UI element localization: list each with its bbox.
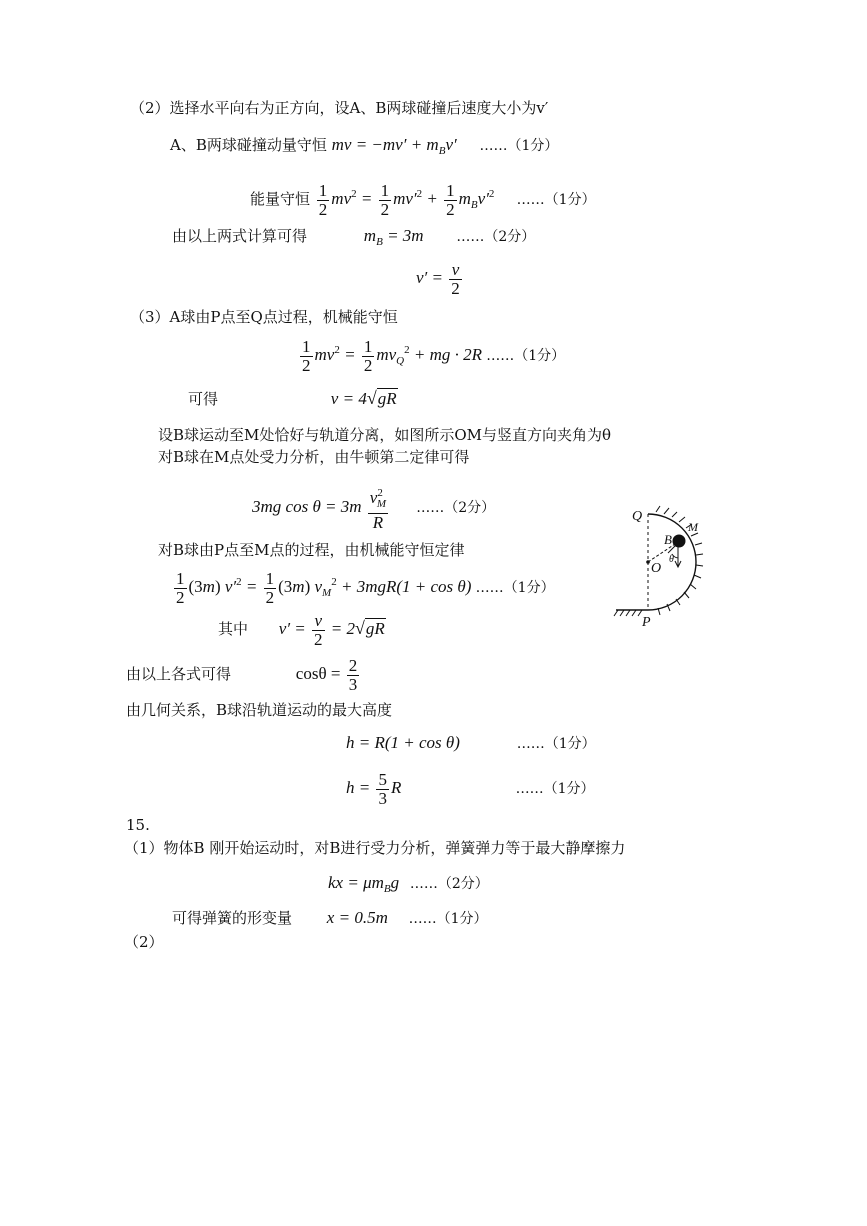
h1-points: ……（1分） [516, 736, 596, 752]
label-m: M [688, 520, 698, 534]
momentum-label: A、B两球碰撞动量守恒 [170, 136, 327, 154]
label-q: Q [632, 509, 643, 524]
part3-intro: （3）A球由P点至Q点过程，机械能守恒 [130, 308, 398, 326]
label-b: B [664, 532, 672, 547]
where-equation: v′ = $\frac{v}{2}$ = 2√gR [278, 610, 385, 649]
track-diagram [612, 500, 712, 630]
ball-b [673, 535, 686, 548]
geo-text: 由几何关系，B球沿轨道运动的最大高度 [126, 701, 393, 719]
h1-line [346, 733, 596, 754]
deform-line [172, 908, 488, 929]
deform-label: 可得弹簧的形变量 [172, 909, 293, 927]
h1-equation: h = R(1 + cos θ) [346, 733, 460, 752]
energy-line [250, 176, 596, 223]
where-line [218, 610, 386, 649]
part3-energy-line [298, 332, 565, 379]
energy2-points: ……（1分） [475, 580, 555, 596]
q15-p2: （2） [124, 933, 164, 951]
q15-number: 15. [126, 816, 150, 834]
mb-points: ……（2分） [456, 229, 536, 245]
newton-points: ……（2分） [416, 499, 496, 516]
momentum-points: ……（1分） [479, 138, 559, 154]
label-theta: θ [669, 554, 674, 565]
deform-points: ……（1分） [408, 911, 488, 927]
separation-text: 设B球运动至M处恰好与轨道分离，如图所示OM与竖直方向夹角为θ [158, 426, 612, 444]
newton-text: 对B球在M点处受力分析，由牛顿第二定律可得 [158, 448, 470, 466]
label-p: P [642, 615, 651, 630]
deform-value: x = 0.5m [326, 908, 388, 927]
h2-equation: h = $\frac{5}{3}$ R [346, 769, 402, 808]
energy2-text: 对B球由P点至M点的过程，由机械能守恒定律 [158, 541, 465, 559]
newton-line [252, 484, 495, 532]
energy-equation: $\frac{1}{2}$ $mv^2$ = $\frac{1}{2}$ $mv'^2$ + $\frac{1}{2}$ $m_Bv'^2$ [318, 180, 495, 219]
kx-points: ……（2分） [409, 876, 489, 892]
h2-line [346, 768, 595, 809]
cos-result: cosθ = $\frac{2}{3}$ [295, 655, 358, 694]
ground-hatching [614, 610, 642, 616]
v-result: v = 4√gR [330, 388, 397, 408]
part2-intro: （2）选择水平向右为正方向，设A、B两球碰撞后速度大小为v′ [130, 99, 549, 117]
cos-label: 由以上各式可得 [126, 665, 232, 683]
cos-line [126, 656, 361, 694]
energy-points: ……（1分） [516, 192, 596, 208]
v-result-label: 可得 [188, 390, 219, 408]
newton-equation: 3mg cos θ = 3m $\frac{v^2_M}{R}$ [252, 487, 387, 532]
calc-label: 由以上两式计算可得 [172, 227, 308, 245]
kx-equation: kx = $\mu m_Bg$ [328, 873, 400, 895]
part3-energy-equation: $\frac{1}{2}$ $mv^2$ = $\frac{1}{2}$ $mv_Q^2$ + mg · 2R [302, 336, 487, 375]
q15-p1-intro: （1）物体B 刚开始运动时，对B进行受力分析，弹簧弹力等于最大静摩擦力 [124, 839, 626, 857]
vprime-result: v′ = $\frac{v}{2}$ [416, 259, 460, 298]
kx-line [328, 873, 489, 899]
where-label: 其中 [218, 620, 249, 638]
label-o: O [651, 561, 662, 576]
momentum-equation: mv = $-mv' + m_Bv'$ [331, 135, 457, 157]
mb-result: $m_B = 3m$ [363, 226, 424, 248]
calc-line [172, 226, 535, 252]
energy-label: 能量守恒 [250, 190, 311, 208]
energy2-line [172, 562, 555, 613]
energy2-equation: $\frac{1}{2}$ (3m) $v'^2$ = $\frac{1}{2}$ (3m) $v_M^2 + 3mgR(1 + \cos \theta)$ [176, 568, 476, 607]
h2-points: ……（1分） [515, 781, 595, 797]
v-result-line [188, 388, 398, 409]
momentum-line [170, 135, 558, 161]
part3-energy-points: ……（1分） [486, 348, 566, 364]
